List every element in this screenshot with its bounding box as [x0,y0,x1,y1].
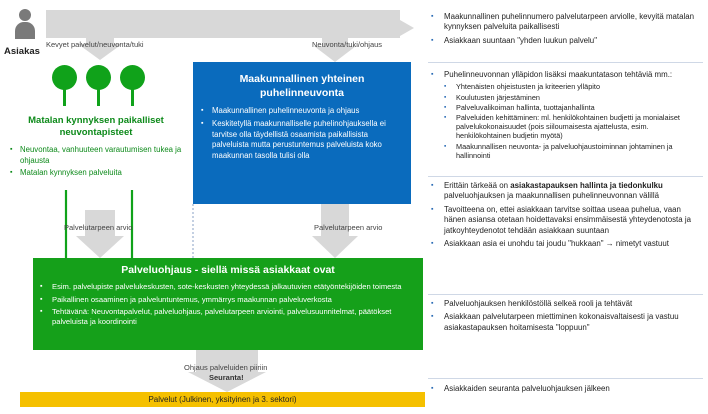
label-needs-assessment-right: Palvelutarpeen arvio [314,223,383,232]
low-threshold-list [10,145,186,181]
list-item: ▪ Keskitetyllä maakunnalliselle puhelinohjauksella ei tarvitse olla täydellistä osaamista paikallisista palveluista mutta perustuntemus palveluista koko maakunnan tasolla tulisi olla [201,119,406,161]
right-notes-group-2 [431,70,703,163]
low-threshold-title: Matalan kynnyksen paikalliset neuvontapisteet [28,115,164,138]
phone-advice-title: Maakunnallinen yhteinen puhelinneuvonta [239,73,365,99]
label-referral: Ohjaus palveluiden piiriin [184,363,268,372]
list-item: ▪ Maakunnallinen puhelinneuvonta ja ohjaus [201,106,406,116]
list-item: ▪ Matalan kynnyksen palveluita [10,168,186,179]
service-guidance-title: Palveluohjaus - siellä missä asiakkaat ovat [121,264,335,276]
list-item-text: Puhelinneuvonnan ylläpidon lisäksi maakuntatason tehtäviä mm.: [444,70,673,79]
right-notes-group-4 [431,299,703,336]
label-needs-assessment-left: Palvelutarpeen arvio [64,223,133,232]
list-item: ▪ Asiakkaiden seuranta palveluohjauksen jälkeen [431,384,703,394]
right-notes-group-1 [431,12,703,49]
list-item: ▪ Asiakkaan asia ei unohdu tai joudu "hukkaan" → nimetyt vastuut [431,239,703,249]
list-item: ▪ Maakunnallinen puhelinnumero palvelutarpeen arviolle, kevyitä matalan kynnyksen palveluita paikallisesti [431,12,703,33]
list-item [431,181,703,202]
phone-advice-box [193,62,411,204]
divider [428,294,703,295]
services-bar: Palvelut (Julkinen, yksityinen ja 3. sektori) [20,392,425,407]
list-item: ▪ Asiakkaan suuntaan "yhden luukun palvelu" [431,36,703,46]
customer-label: Asiakas [4,46,40,57]
emphasis-text: asiakastapauksen hallinta ja tiedonkulku [510,181,663,190]
divider [428,378,703,379]
list-item: ▪ Esim. palvelupiste palvelukeskusten, sote-keskusten yhteydessä jalkautuvien etätyöntekijöiden toimesta [40,282,418,292]
list-item: ▪ Paikallinen osaaminen ja palveluntuntemus, ymmärrys maakunnan palveluverkosta [40,295,418,305]
sub-list [444,82,703,160]
sub-list-item: ▪ Maakunnallisen neuvonta- ja palveluohjaustoiminnan johtaminen ja hallinnointi [444,142,703,160]
phone-advice-list [201,106,406,164]
label-advice-guidance: Neuvonta/tuki/ohjaus [312,40,383,49]
service-guidance-box [33,258,423,350]
label-follow-up: Seuranta! [209,373,244,382]
sub-list-item: ▪ Palveluiden kehittäminen: ml. henkilökohtainen budjetti ja monialaiset palvelukokonaisuudet (pois siiloumaisesta ajattelusta, esim. henkilökohtainen budjetin myötä) [444,113,703,141]
right-notes-group-3 [431,181,703,252]
list-item: ▪ Tavoitteena on, ettei asiakkaan tarvitse soittaa useaa puhelua, vaan hänen asiansa otetaan hoidettavaksi ensimmäisestä yhteydenotosta ja jatkoyhteydenotot tehdään asiakkaan suuntaan [431,205,703,236]
service-guidance-list [40,282,418,330]
list-item: ▪ Tehtävänä: Neuvontapalvelut, palveluohjaus, palvelutarpeen arviointi, palvelusuunnitelmat, päätökset palveluista ja koordinointi [40,307,418,327]
top-flow-arrow [46,10,414,38]
sub-list-item: ▪ Yhtenäisten ohjeistusten ja kriteerien ylläpito [444,82,703,91]
label-light-services: Kevyet palvelut/neuvonta/tuki [46,40,144,49]
right-notes-group-5 [431,384,703,397]
text-fragment: palveluohjauksen ja maakunnallisen puhelinneuvonnan välillä [444,191,659,201]
divider [428,62,703,63]
list-item: ▪ Asiakkaan palvelutarpeen miettiminen kokonaisvaltaisesti ja vastuu asiakastapauksen hoitamisesta "loppuun" [431,312,703,333]
down-arrow-left-mid [76,210,124,258]
divider [428,176,703,177]
sub-list-item: ▪ Koulutusten järjestäminen [444,93,703,102]
list-item: ▪ Palveluohjauksen henkilöstöllä selkeä rooli ja tehtävät [431,299,703,309]
text-fragment: Erittäin tärkeää on [444,181,511,190]
list-item: ▪ Neuvontaa, vanhuuteen varautumisen tukea ja ohjausta [10,145,186,166]
sub-list-item: ▪ Palveluvalikoiman hallinta, tuottajanhallinta [444,103,703,112]
list-item [431,70,703,160]
